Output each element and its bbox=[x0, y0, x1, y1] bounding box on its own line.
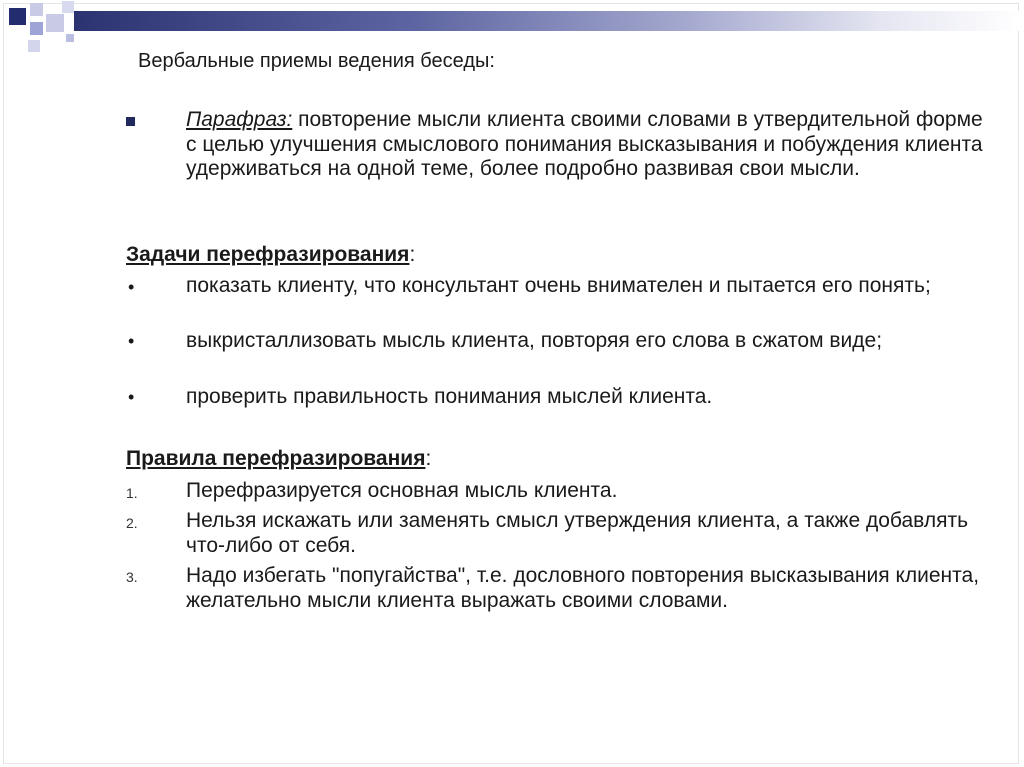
rules-heading-colon: : bbox=[425, 447, 432, 470]
tasks-heading-text: Задачи перефразирования bbox=[126, 243, 410, 266]
rule-number: 1. bbox=[126, 485, 138, 501]
decor-square-icon bbox=[46, 14, 64, 32]
rule-number: 3. bbox=[126, 569, 138, 585]
definition-paragraph bbox=[186, 108, 986, 182]
slide-title: Вербальные приемы ведения беседы: bbox=[138, 50, 495, 72]
bullet-dot-icon: • bbox=[128, 277, 135, 297]
rule-item: Нельзя искажать или заменять смысл утверждения клиента, а также добавлять что-либо от себя. bbox=[186, 509, 969, 557]
tasks-heading bbox=[126, 243, 415, 267]
decor-square-icon bbox=[30, 22, 43, 35]
bullet-dot-icon: • bbox=[128, 331, 135, 351]
rule-item: Надо избегать "попугайства", т.е. дословного повторения высказывания клиента, желательно мысли клиента выражать своими словами. bbox=[186, 564, 980, 612]
decor-square-icon bbox=[9, 8, 26, 25]
rules-heading-text: Правила перефразирования bbox=[126, 447, 426, 470]
decor-square-icon bbox=[28, 40, 40, 52]
rules-heading bbox=[126, 447, 431, 471]
tasks-heading-colon: : bbox=[409, 243, 416, 266]
task-item: проверить правильность понимания мыслей клиента. bbox=[186, 385, 713, 408]
rule-number: 2. bbox=[126, 515, 138, 531]
header-gradient-bar bbox=[74, 11, 1020, 31]
rule-item: Перефразируется основная мысль клиента. bbox=[186, 479, 618, 502]
task-item: выкристаллизовать мысль клиента, повторяя его слова в сжатом виде; bbox=[186, 329, 883, 352]
decor-square-icon bbox=[66, 34, 74, 42]
bullet-dot-icon: • bbox=[128, 387, 135, 407]
definition-text: повторение мысли клиента своими словами в утвердительной форме с целью улучшения смыслового понимания высказывания и побуждения клиента удерживаться на одной теме, более подробно развивая свои мысли. bbox=[186, 108, 983, 180]
square-bullet-icon bbox=[126, 117, 135, 126]
task-item: показать клиенту, что консультант очень внимателен и пытается его понять; bbox=[186, 274, 931, 297]
definition-term: Парафраз: bbox=[186, 108, 293, 131]
decor-square-icon bbox=[30, 3, 43, 16]
decor-square-icon bbox=[62, 1, 74, 13]
